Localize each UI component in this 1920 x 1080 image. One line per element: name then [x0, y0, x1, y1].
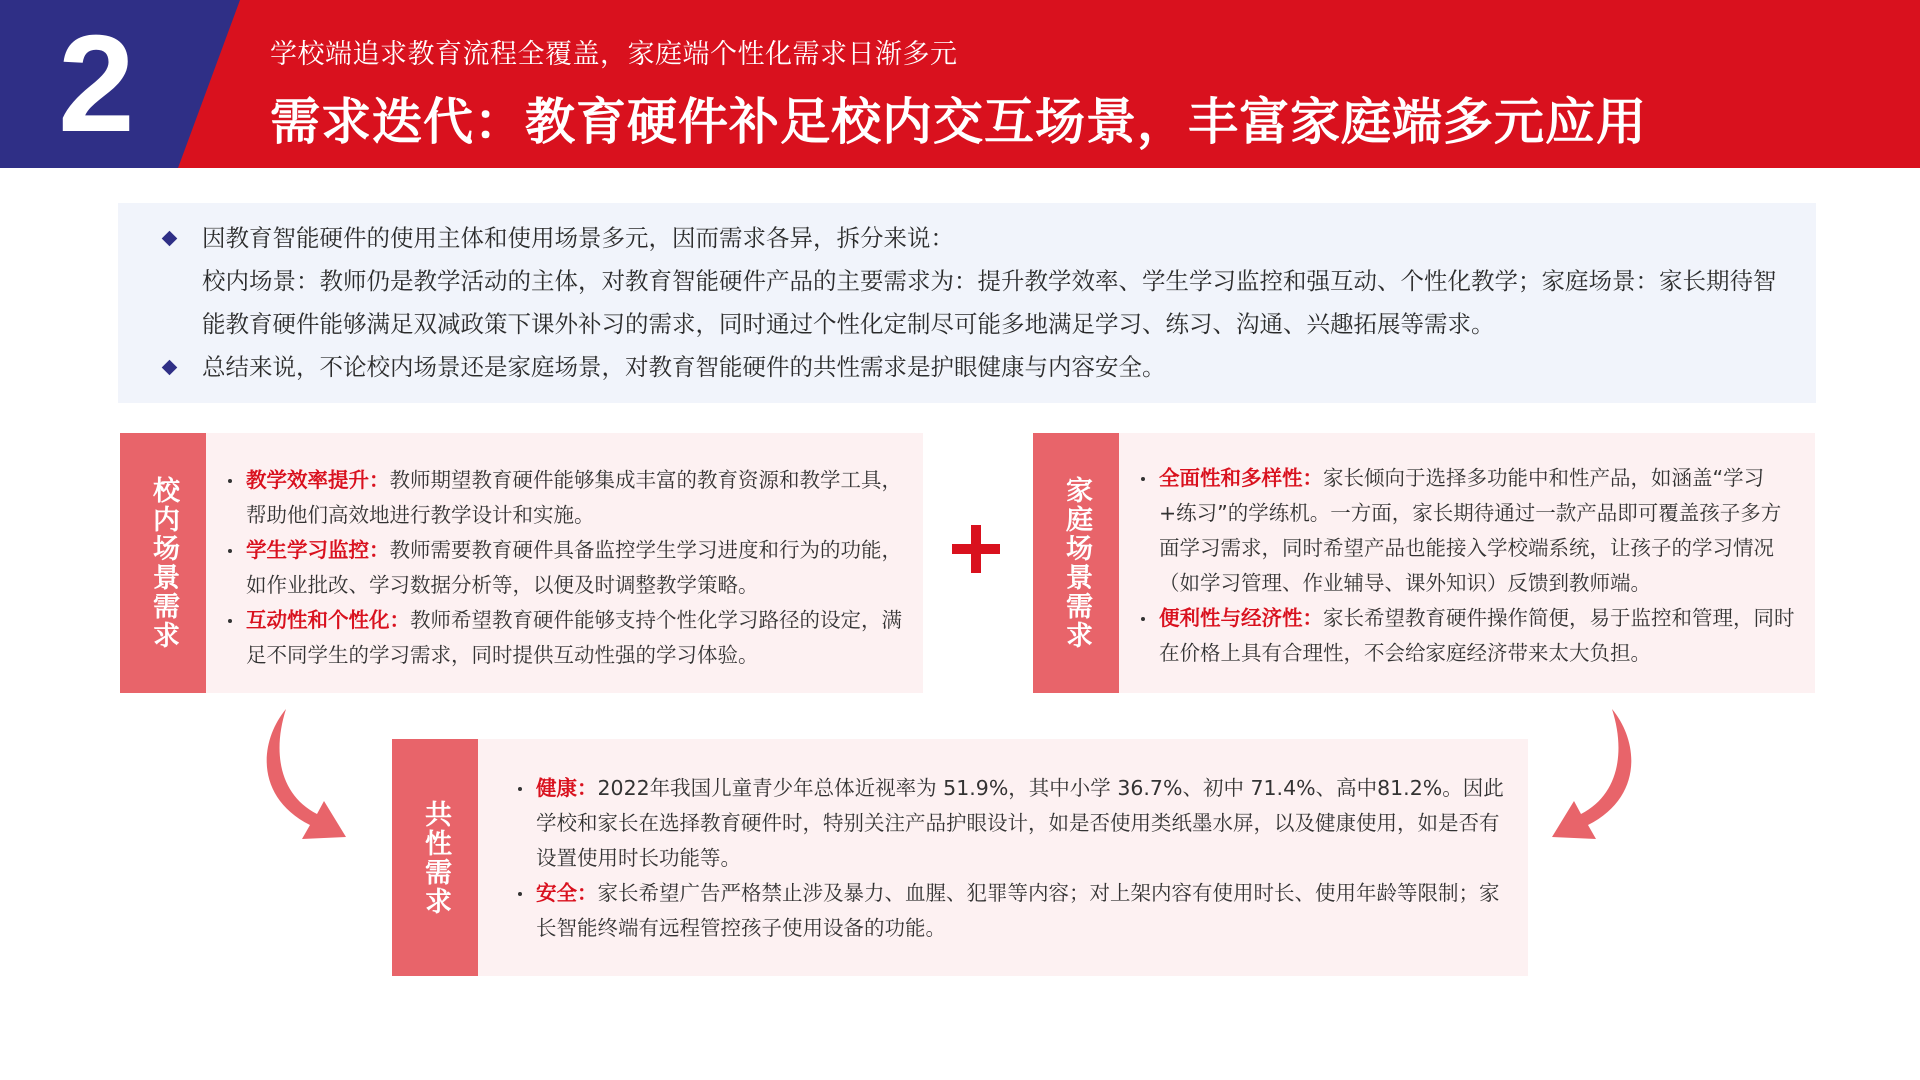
diamond-bullet-icon [162, 231, 178, 247]
item-title: 互动性和个性化： [246, 608, 410, 632]
item-text: 教师希望教育硬件能够支持个性化学习路径的设定，满足不同学生的学习需求，同时提供互动性强的学习体验。 [246, 608, 902, 667]
plus-icon [952, 525, 1000, 573]
item-title: 学生学习监控： [246, 538, 390, 562]
list-item [478, 876, 1514, 946]
common-requirements-tag [392, 739, 478, 976]
list-item [1119, 601, 1801, 671]
list-item [206, 533, 909, 603]
list-item [478, 771, 1514, 876]
item-title: 全面性和多样性： [1159, 466, 1323, 490]
intro-line: 总结来说，不论校内场景还是家庭场景，对教育智能硬件的共性需求是护眼健康与内容安全。 [202, 353, 1166, 381]
intro-box [118, 203, 1816, 403]
item-text: 家长希望广告严格禁止涉及暴力、血腥、犯罪等内容；对上架内容有使用时长、使用年龄等限制；家长智能终端有远程管控孩子使用设备的功能。 [536, 881, 1500, 940]
item-text: 2022年我国儿童青少年总体近视率为 51.9%，其中小学 36.7%、初中 71.4%、高中81.2%。因此学校和家长在选择教育硬件时，特别关注产品护眼设计，如是否使用类纸墨水屏，以及健康使用，如是否有设置使用时长功能等。 [536, 776, 1504, 870]
curved-arrow-down-left-icon [1548, 703, 1648, 863]
dot-bullet-icon [518, 892, 522, 896]
family-requirements-tag-label: 家庭场景需求 [1061, 476, 1092, 650]
intro-line: 校内场景：教师仍是教学活动的主体，对教育智能硬件产品的主要需求为：提升教学效率、学生学习监控和强互动、个性化教学；家庭场景：家长期待智能教育硬件能够满足双减政策下课外补习的需求，同时通过个性化定制尽可能多地满足学习、练习、沟通、兴趣拓展等需求。 [202, 267, 1777, 338]
dot-bullet-icon [228, 479, 232, 483]
intro-bullet [142, 217, 1792, 260]
page-subtitle: 学校端追求教育流程全覆盖，家庭端个性化需求日渐多元 [270, 39, 958, 70]
intro-bullet [142, 346, 1792, 389]
school-requirements-tag [120, 433, 206, 693]
item-text: 教师需要教育硬件具备监控学生学习进度和行为的功能，如作业批改、学习数据分析等，以便及时调整教学策略。 [246, 538, 902, 597]
dot-bullet-icon [1141, 617, 1145, 621]
item-title: 健康： [536, 776, 598, 800]
section-number: 2 [58, 7, 135, 161]
common-requirements-tag-label: 共性需求 [420, 799, 451, 916]
family-requirements-tag [1033, 433, 1119, 693]
page-title: 需求迭代：教育硬件补足校内交互场景，丰富家庭端多元应用 [270, 93, 1647, 151]
item-text: 教师期望教育硬件能够集成丰富的教育资源和教学工具，帮助他们高效地进行教学设计和实施。 [246, 468, 902, 527]
item-title: 安全： [536, 881, 598, 905]
dot-bullet-icon [518, 787, 522, 791]
common-requirements-box [392, 739, 1528, 976]
dot-bullet-icon [228, 619, 232, 623]
list-item [1119, 461, 1801, 601]
item-title: 教学效率提升： [246, 468, 390, 492]
family-requirements-list [1119, 433, 1815, 693]
diamond-bullet-icon [162, 360, 178, 376]
item-title: 便利性与经济性： [1159, 606, 1323, 630]
school-requirements-tag-label: 校内场景需求 [148, 476, 179, 650]
curved-arrow-down-right-icon [250, 703, 350, 863]
school-requirements-box [120, 433, 923, 693]
list-item [206, 603, 909, 673]
item-text: 家长倾向于选择多功能中和性产品，如涵盖“学习+练习”的学练机。一方面，家长期待通过一款产品即可覆盖孩子多方面学习需求，同时希望产品也能接入学校端系统，让孩子的学习情况（如学习管理、作业辅导、课外知识）反馈到教师端。 [1159, 466, 1782, 595]
dot-bullet-icon [1141, 477, 1145, 481]
family-requirements-box [1033, 433, 1815, 693]
school-requirements-list [206, 433, 923, 693]
item-text: 家长希望教育硬件操作简便，易于监控和管理，同时在价格上具有合理性，不会给家庭经济带来太大负担。 [1159, 606, 1795, 665]
intro-paragraph [142, 260, 1792, 346]
dot-bullet-icon [228, 549, 232, 553]
intro-line: 因教育智能硬件的使用主体和使用场景多元，因而需求各异，拆分来说： [202, 224, 954, 252]
header-banner [0, 0, 1920, 168]
common-requirements-list [478, 739, 1528, 976]
list-item [206, 463, 909, 533]
